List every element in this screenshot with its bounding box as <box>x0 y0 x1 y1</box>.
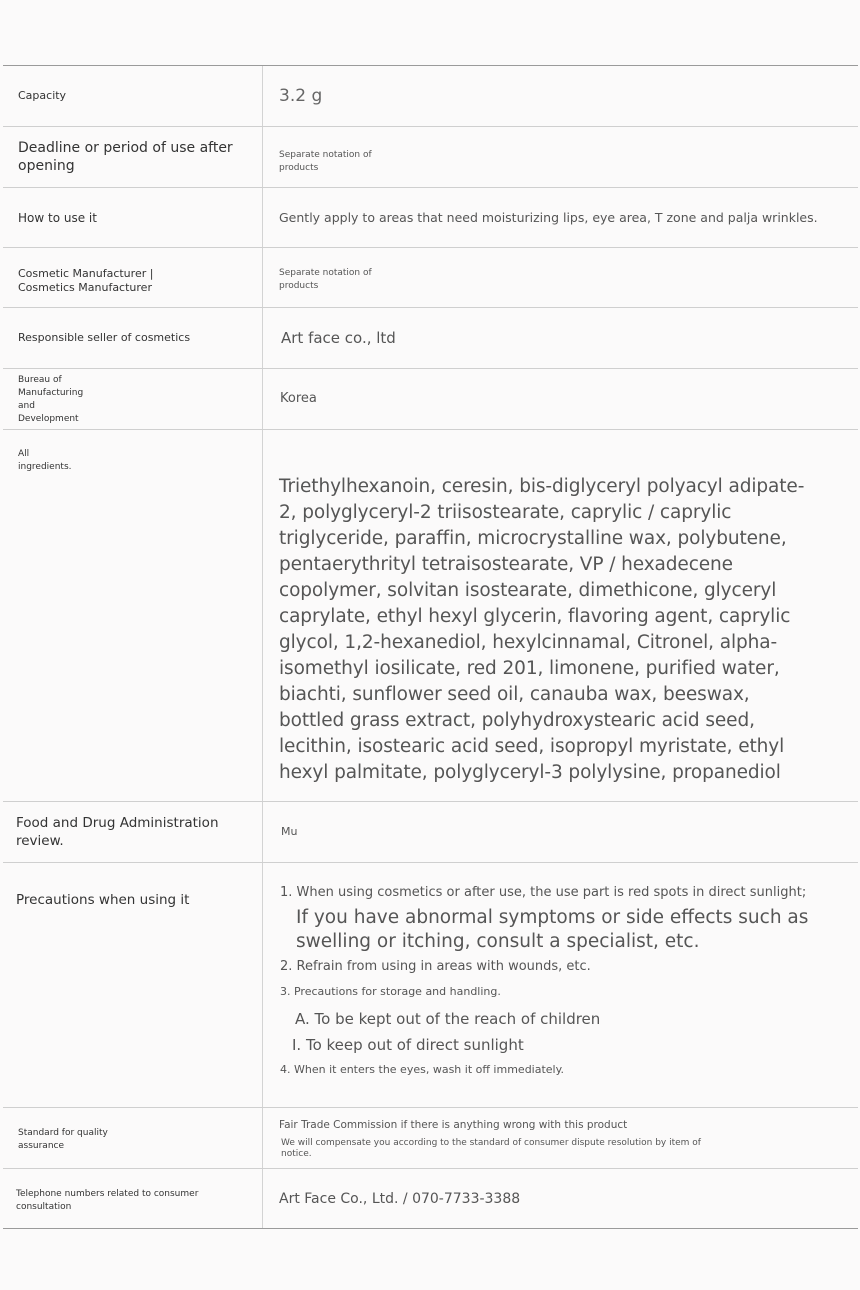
row-how-to-use <box>3 187 858 247</box>
ingredients-label: All ingredients. <box>3 430 263 801</box>
usage-period-value: Separate notation of products <box>279 150 372 173</box>
precautions-label: Precautions when using it <box>3 863 263 1107</box>
row-fda-review <box>3 801 858 862</box>
responsible-seller-value: Art face co., ltd <box>281 329 396 347</box>
precaution-3a: A. To be kept out of the reach of children <box>295 1010 601 1028</box>
precaution-1-detail-line2: swelling or itching, consult a specialist, etc. <box>296 931 700 952</box>
quality-assurance-value: Fair Trade Commission if there is anything wrong with this product We will compensate you according to the standard of consumer dispute resolution by item of notice. <box>279 1119 701 1159</box>
quality-assurance-label: Standard for quality assurance <box>3 1108 263 1168</box>
row-manufacturer <box>3 247 858 307</box>
row-capacity <box>3 65 858 126</box>
row-responsible-seller <box>3 307 858 368</box>
consumer-consultation-label: Telephone numbers related to consumer consultation <box>3 1169 263 1228</box>
capacity-label: Capacity <box>3 66 263 126</box>
row-precautions <box>3 862 858 1107</box>
precaution-1-detail-line1: If you have abnormal symptoms or side effects such as <box>296 907 809 928</box>
precaution-1: 1. When using cosmetics or after use, the use part is red spots in direct sunlight; <box>280 885 807 900</box>
manufacturer-label: Cosmetic Manufacturer | Cosmetics Manufacturer <box>3 248 263 307</box>
manufacturing-country-value: Korea <box>280 391 317 406</box>
fda-review-label: Food and Drug Administration review. <box>3 802 263 862</box>
responsible-seller-label: Responsible seller of cosmetics <box>3 308 263 368</box>
capacity-value: 3.2 g <box>279 86 323 106</box>
how-to-use-value: Gently apply to areas that need moisturizing lips, eye area, T zone and palja wrinkles. <box>279 209 818 225</box>
product-info-table <box>3 65 858 1229</box>
precaution-3: 3. Precautions for storage and handling. <box>280 985 501 998</box>
precaution-3b: I. To keep out of direct sunlight <box>292 1036 524 1054</box>
manufacturer-value: Separate notation of products <box>279 268 372 291</box>
row-manufacturing-country <box>3 368 858 429</box>
manufacturing-country-label: Bureau of Manufacturing and Development <box>3 369 263 429</box>
ingredients-value: Triethylhexanoin, ceresin, bis-diglyceryl polyacyl adipate-2, polyglyceryl-2 triisostearate, caprylic / caprylic triglyceride, paraffin, microcrystalline wax, polybutene, pentaerythrityl tetraisostearate, VP / hexadecene copolymer, solvitan isostearate, dimethicone, glyceryl caprylate, ethyl hexyl glycerin, flavoring agent, caprylic glycol, 1,2-hexanediol, hexylcinnamal, Citronel, alpha-isomethyl iosilicate, red 201, limonene, purified water, biachti, sunflower seed oil, canauba wax, beeswax, bottled grass extract, polyhydroxystearic acid seed, lecithin, isostearic acid seed, isopropyl myristate, ethyl hexyl palmitate, polyglyceryl-3 polylysine, propanediol <box>279 476 805 783</box>
row-usage-period <box>3 126 858 187</box>
row-consumer-consultation <box>3 1168 858 1229</box>
precaution-2: 2. Refrain from using in areas with wounds, etc. <box>280 959 591 974</box>
row-ingredients <box>3 429 858 801</box>
row-quality-assurance <box>3 1107 858 1168</box>
fda-review-value: Mu <box>281 825 298 838</box>
precautions-value <box>263 863 858 1107</box>
consumer-consultation-value: Art Face Co., Ltd. / 070-7733-3388 <box>279 1190 521 1207</box>
precaution-4: 4. When it enters the eyes, wash it off immediately. <box>280 1063 565 1076</box>
how-to-use-label: How to use it <box>3 188 263 247</box>
usage-period-label: Deadline or period of use after opening <box>3 127 263 187</box>
